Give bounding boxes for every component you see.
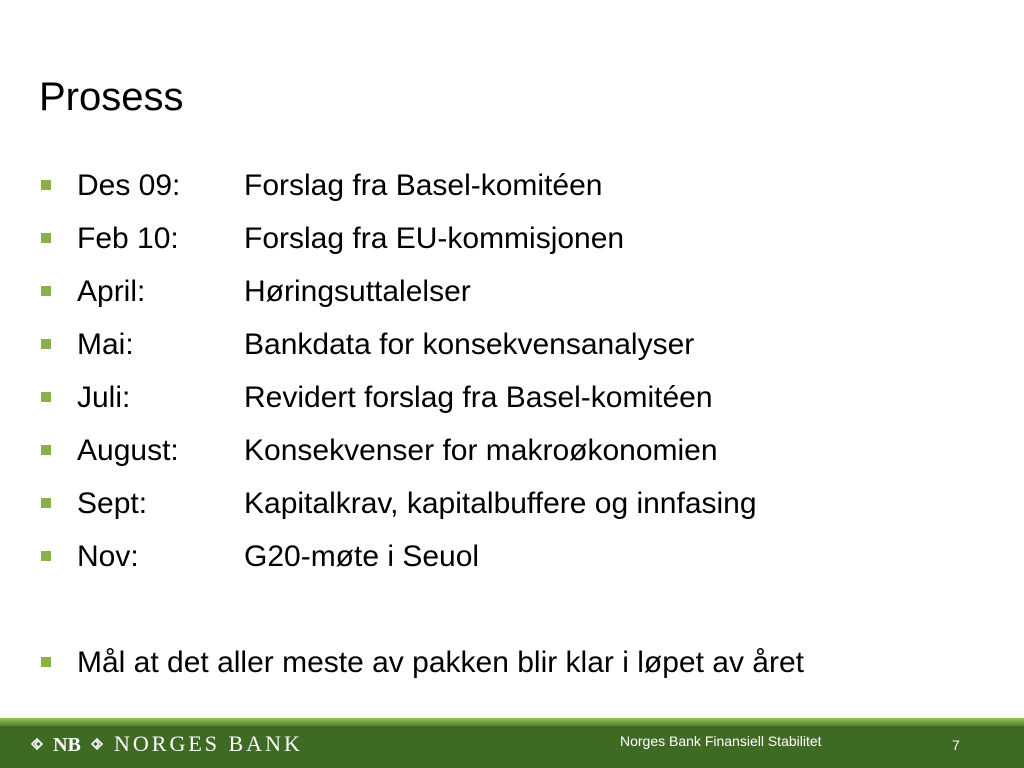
bullet-date: April: <box>77 275 146 308</box>
bullet-date: Sept: <box>77 487 148 520</box>
bullet-text: Bankdata for konsekvensanalyser <box>244 328 695 361</box>
square-bullet-icon <box>41 498 51 508</box>
list-item-goal <box>40 643 1000 696</box>
footer-highlight <box>0 718 1024 726</box>
bullet-date: Feb 10: <box>77 222 179 255</box>
bullet-text: Forslag fra EU-kommisjonen <box>244 222 625 255</box>
svg-text:NB: NB <box>53 734 81 756</box>
list-item <box>40 272 1000 325</box>
square-bullet-icon <box>41 657 51 667</box>
norges-bank-logo-icon <box>30 732 104 756</box>
slide-title: Prosess <box>39 75 184 119</box>
list-item <box>40 484 1000 537</box>
footer-bar <box>0 718 1024 768</box>
page-number: 7 <box>952 737 960 753</box>
logo-wordmark: NORGES BANK <box>114 731 303 756</box>
square-bullet-icon <box>41 445 51 455</box>
bullet-text: Forslag fra Basel-komitéen <box>244 169 603 202</box>
square-bullet-icon <box>41 233 51 243</box>
list-item <box>40 219 1000 272</box>
bullet-date: Nov: <box>77 540 139 573</box>
bullet-text: G20-møte i Seuol <box>244 540 480 573</box>
bullet-date: Mai: <box>77 328 134 361</box>
square-bullet-icon <box>41 551 51 561</box>
bullet-text: Konsekvenser for makroøkonomien <box>244 434 718 467</box>
bullet-text: Revidert forslag fra Basel-komitéen <box>244 381 713 414</box>
bullet-text: Kapitalkrav, kapitalbuffere og innfasing <box>244 487 757 520</box>
bullet-text: Høringsuttalelser <box>244 275 471 308</box>
list-item <box>40 537 1000 590</box>
square-bullet-icon <box>41 180 51 190</box>
bullet-date: Des 09: <box>77 169 181 202</box>
list-item <box>40 378 1000 431</box>
square-bullet-icon <box>41 392 51 402</box>
square-bullet-icon <box>41 339 51 349</box>
bullet-date: Juli: <box>77 381 131 414</box>
list-item <box>40 325 1000 378</box>
goal-text: Mål at det aller meste av pakken blir klar i løpet av året <box>77 646 804 679</box>
list-item <box>40 431 1000 484</box>
square-bullet-icon <box>41 286 51 296</box>
list-item <box>40 166 1000 219</box>
bullet-list <box>40 166 1000 696</box>
norges-bank-logo <box>30 732 303 756</box>
bullet-date: August: <box>77 434 179 467</box>
footer-caption: Norges Bank Finansiell Stabilitet <box>620 733 822 749</box>
